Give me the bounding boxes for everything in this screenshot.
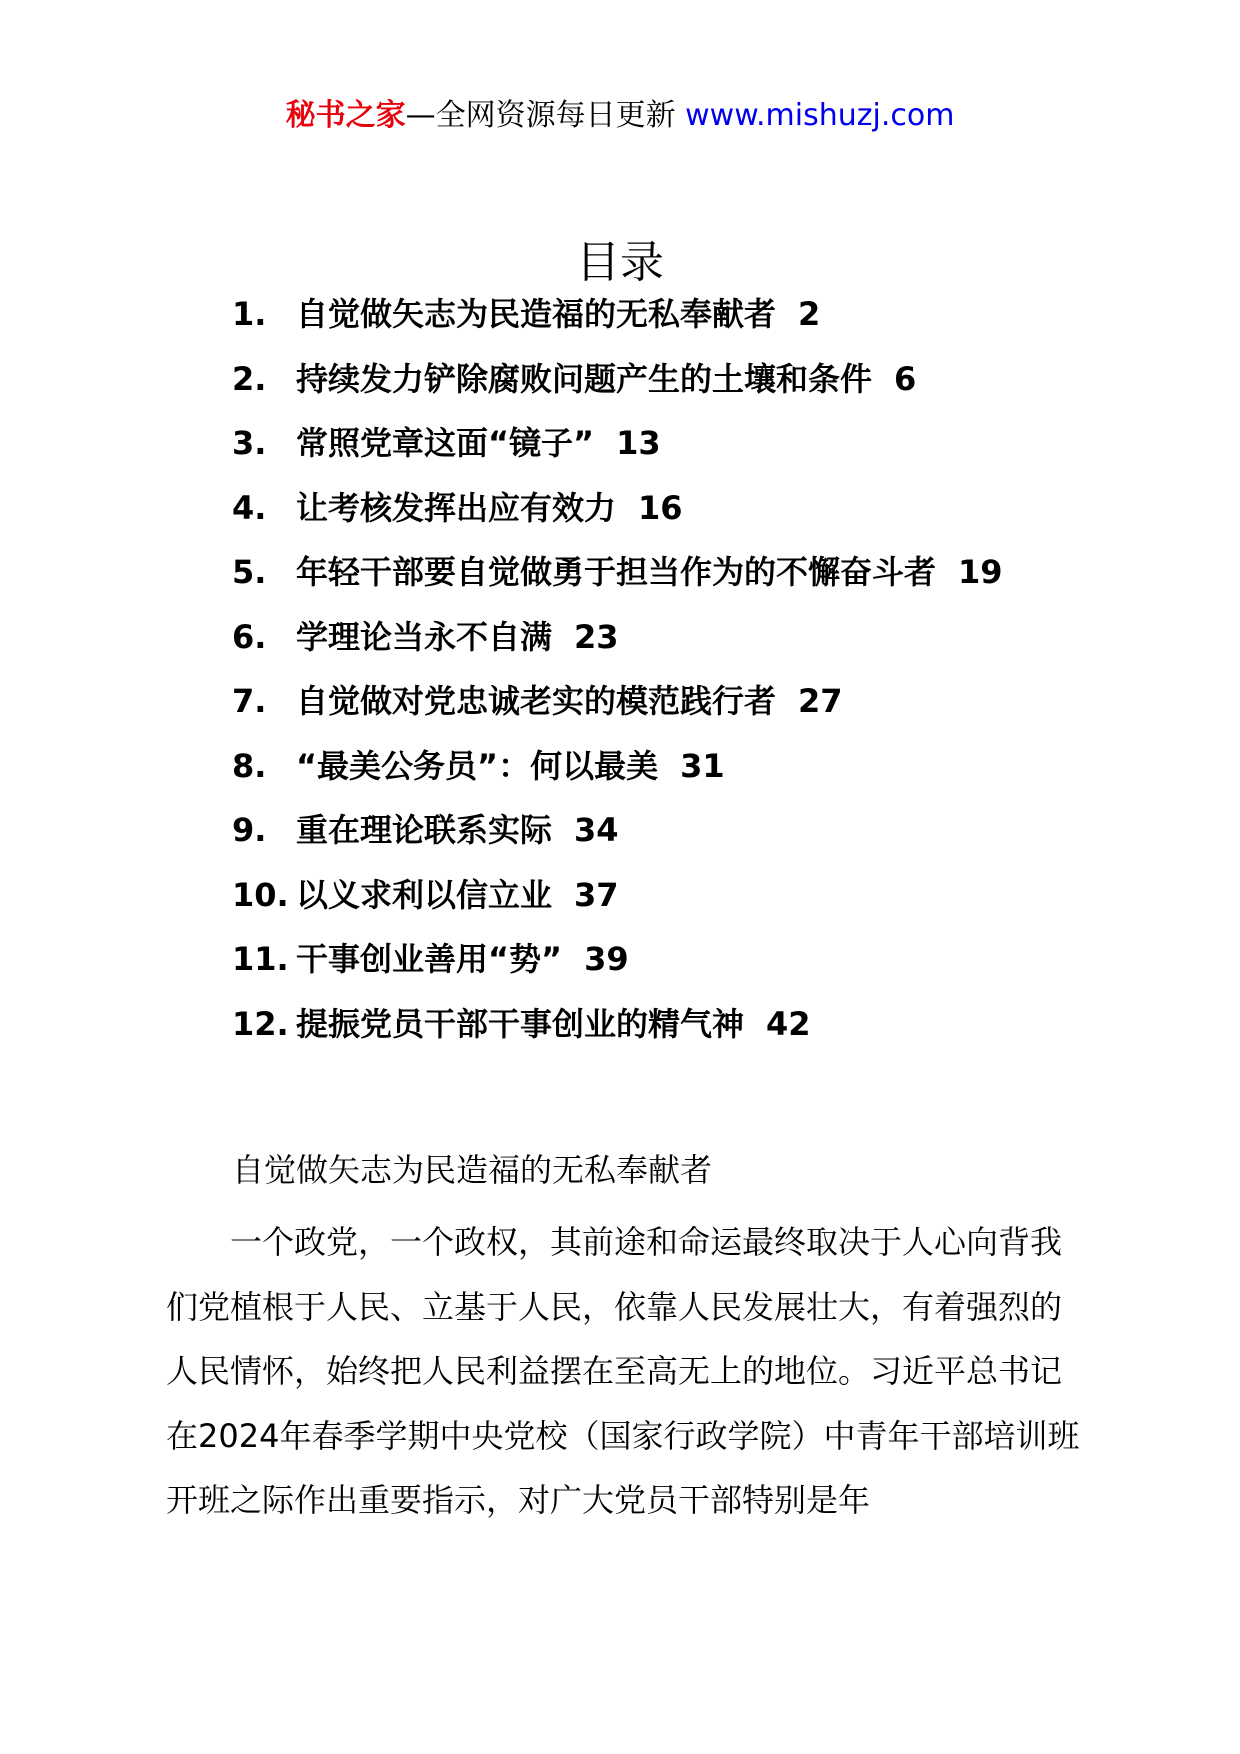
site-tagline: —全网资源每日更新 <box>405 98 676 133</box>
toc-item-page: 23 <box>574 617 619 656</box>
toc-item[interactable] <box>232 605 1132 670</box>
toc-item-title: 学理论当永不自满 <box>296 617 553 656</box>
toc-item-number: 3. <box>232 424 267 462</box>
toc-item-page: 34 <box>574 811 619 849</box>
site-url-link[interactable]: www.mishuzj.com <box>685 98 955 133</box>
toc-item-title: 自觉做矢志为民造福的无私奉献者 <box>296 295 777 333</box>
article-title: 自觉做矢志为民造福的无私奉献者 <box>232 1151 713 1189</box>
toc-item-number: 11. <box>232 940 289 978</box>
toc-item-title: 自觉做对党忠诚老实的模范践行者 <box>296 682 777 720</box>
toc-item[interactable] <box>232 540 1132 605</box>
toc-item-page: 6 <box>894 359 917 398</box>
toc-item-title: 持续发力铲除腐败问题产生的土壤和条件 <box>296 359 873 398</box>
toc-item[interactable] <box>232 863 1132 928</box>
toc-item-title: 重在理论联系实际 <box>296 811 553 849</box>
toc-item-page: 16 <box>638 488 683 527</box>
toc-item-page: 27 <box>798 682 843 720</box>
site-brand: 秘书之家 <box>285 98 406 133</box>
toc-item-number: 6. <box>232 617 267 656</box>
toc-item-title: 年轻干部要自觉做勇于担当作为的不懈奋斗者 <box>296 553 937 591</box>
toc-item[interactable] <box>232 347 1132 412</box>
toc-item-number: 9. <box>232 811 267 849</box>
toc-item-title: 干事创业善用“势” <box>296 940 563 978</box>
toc-item-number: 8. <box>232 746 267 785</box>
toc-item[interactable] <box>232 669 1132 734</box>
toc-item[interactable] <box>232 411 1132 476</box>
toc-item-title: 提振党员干部干事创业的精气神 <box>296 1004 745 1043</box>
toc-item[interactable] <box>232 798 1132 863</box>
toc-item[interactable] <box>232 476 1132 541</box>
toc-item-number: 7. <box>232 682 267 720</box>
toc-item-number: 4. <box>232 488 267 527</box>
toc-title: 目录 <box>576 237 664 288</box>
toc-item-page: 31 <box>680 746 725 785</box>
article-paragraph: 一个政党，一个政权，其前途和命运最终取决于人心向背我们党植根于人民、立基于人民，依靠人民发展壮大，有着强烈的人民情怀，始终把人民利益摆在至高无上的地位。习近平总书记在2024年春季学期中央党校（国家行政学院）中青年干部培训班开班之际作出重要指示，对广大党员干部特别是年 <box>166 1223 1080 1519</box>
toc-item-title: 让考核发挥出应有效力 <box>296 488 617 527</box>
toc-item[interactable] <box>232 927 1132 992</box>
toc-item[interactable] <box>232 734 1132 799</box>
toc-item-page: 37 <box>574 875 619 914</box>
toc-item-page: 2 <box>798 295 821 333</box>
table-of-contents <box>232 295 1132 1074</box>
toc-item-number: 5. <box>232 553 267 591</box>
toc-item[interactable] <box>232 282 1132 347</box>
site-header <box>0 96 1240 136</box>
toc-item-number: 12. <box>232 1004 289 1043</box>
toc-item-page: 42 <box>766 1004 811 1043</box>
toc-item-page: 39 <box>584 940 629 978</box>
toc-item-number: 10. <box>232 875 289 914</box>
toc-item-title: “最美公务员”：何以最美 <box>296 746 659 785</box>
toc-item-number: 1. <box>232 295 267 333</box>
toc-item-page: 19 <box>958 553 1003 591</box>
toc-item-title: 以义求利以信立业 <box>296 875 553 914</box>
toc-item[interactable] <box>232 992 1132 1057</box>
toc-item-title: 常照党章这面“镜子” <box>296 424 595 462</box>
toc-item-number: 2. <box>232 359 267 398</box>
toc-item-page: 13 <box>616 424 661 462</box>
